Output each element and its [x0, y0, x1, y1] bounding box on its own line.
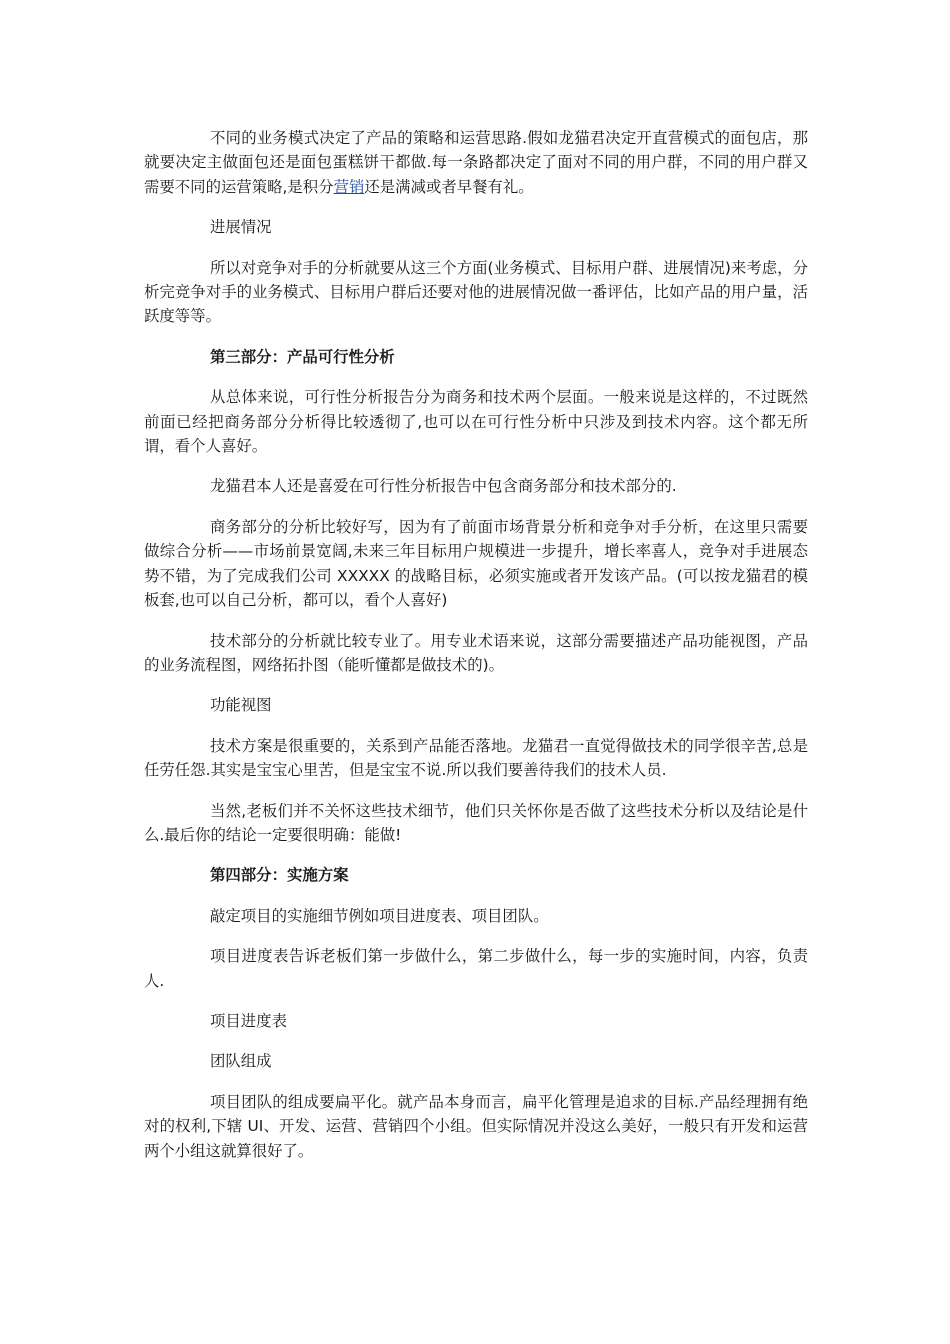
paragraph-feasibility-overview: 从总体来说，可行性分析报告分为商务和技术两个层面。一般来说是这样的，不过既然前面已经把商务部分分析得比较透彻了,也可以在可行性分析中只涉及到技术内容。这个都无所谓，看个人喜好。: [144, 388, 808, 456]
paragraph-team-structure: 项目团队的组成要扁平化。就产品本身而言，扁平化管理是追求的目标.产品经理拥有绝对的权利,下辖 UI、开发、运营、营销四个小组。但实际情况并没这么美好，一般只有开发和运营两个小组这就算很好了。: [144, 1092, 808, 1160]
paragraph-technical-plan: 技术方案是很重要的，关系到产品能否落地。龙猫君一直觉得做技术的同学很辛苦,总是任劳任怨.其实是宝宝心里苦，但是宝宝不说.所以我们要善待我们的技术人员.: [144, 736, 808, 780]
section-heading-part3: 第三部分：产品可行性分析: [210, 347, 395, 366]
paragraph-technical-analysis: 技术部分的分析就比较专业了。用专业术语来说，这部分需要描述产品功能视图，产品的业务流程图，网络拓扑图（能听懂都是做技术的)。: [144, 631, 808, 674]
paragraph-boss-concern: 当然,老板们并不关怀这些技术细节，他们只关怀你是否做了这些技术分析以及结论是什么.最后你的结论一定要很明确：能做!: [144, 801, 808, 844]
subtitle-schedule: 项目进度表: [210, 1011, 287, 1030]
paragraph-implementation-details: 敲定项目的实施细节例如项目进度表、项目团队。: [210, 906, 549, 925]
subtitle-progress: 进展情况: [210, 218, 272, 237]
paragraph-business-analysis: 商务部分的分析比较好写，因为有了前面市场背景分析和竞争对手分析，在这里只需要做综合分析——市场前景宽阔,未来三年目标用户规模进一步提升，增长率喜人，竞争对手进展态势不错，为了完成我们公司 XXXXX 的战略目标，必须实施或者开发该产品。(可以按龙猫君的模板套,也可以自己分析，都可以，看个人喜好): [144, 517, 808, 610]
subtitle-team: 团队组成: [210, 1052, 272, 1071]
paragraph-competitor-analysis: 所以对竞争对手的分析就要从这三个方面(业务模式、目标用户群、进展情况)来考虑，分析完竞争对手的业务模式、目标用户群后还要对他的进展情况做一番评估，比如产品的用户量，活跃度等等。: [144, 258, 808, 326]
paragraph-business-model: [144, 126, 808, 199]
paragraph-schedule-description: 项目进度表告诉老板们第一步做什么，第二步做什么，每一步的实施时间，内容，负责人.: [144, 947, 808, 990]
section-heading-part4: 第四部分：实施方案: [210, 866, 349, 885]
document-body: [144, 126, 808, 1179]
paragraph-author-preference: 龙猫君本人还是喜爱在可行性分析报告中包含商务部分和技术部分的.: [210, 477, 677, 496]
subtitle-function-view: 功能视图: [210, 696, 272, 715]
marketing-link[interactable]: 营销: [333, 177, 365, 196]
paragraph-text: 不同的业务模式决定了产品的策略和运营思路.假如龙猫君决定开直营模式的面包店，那就要决定主做面包还是面包蛋糕饼干都做.每一条路都决定了面对不同的用户群，不同的用户群又需要不同的运营策略,是积分: [144, 129, 808, 196]
paragraph-text: 还是满减或者早餐有礼。: [364, 177, 534, 196]
